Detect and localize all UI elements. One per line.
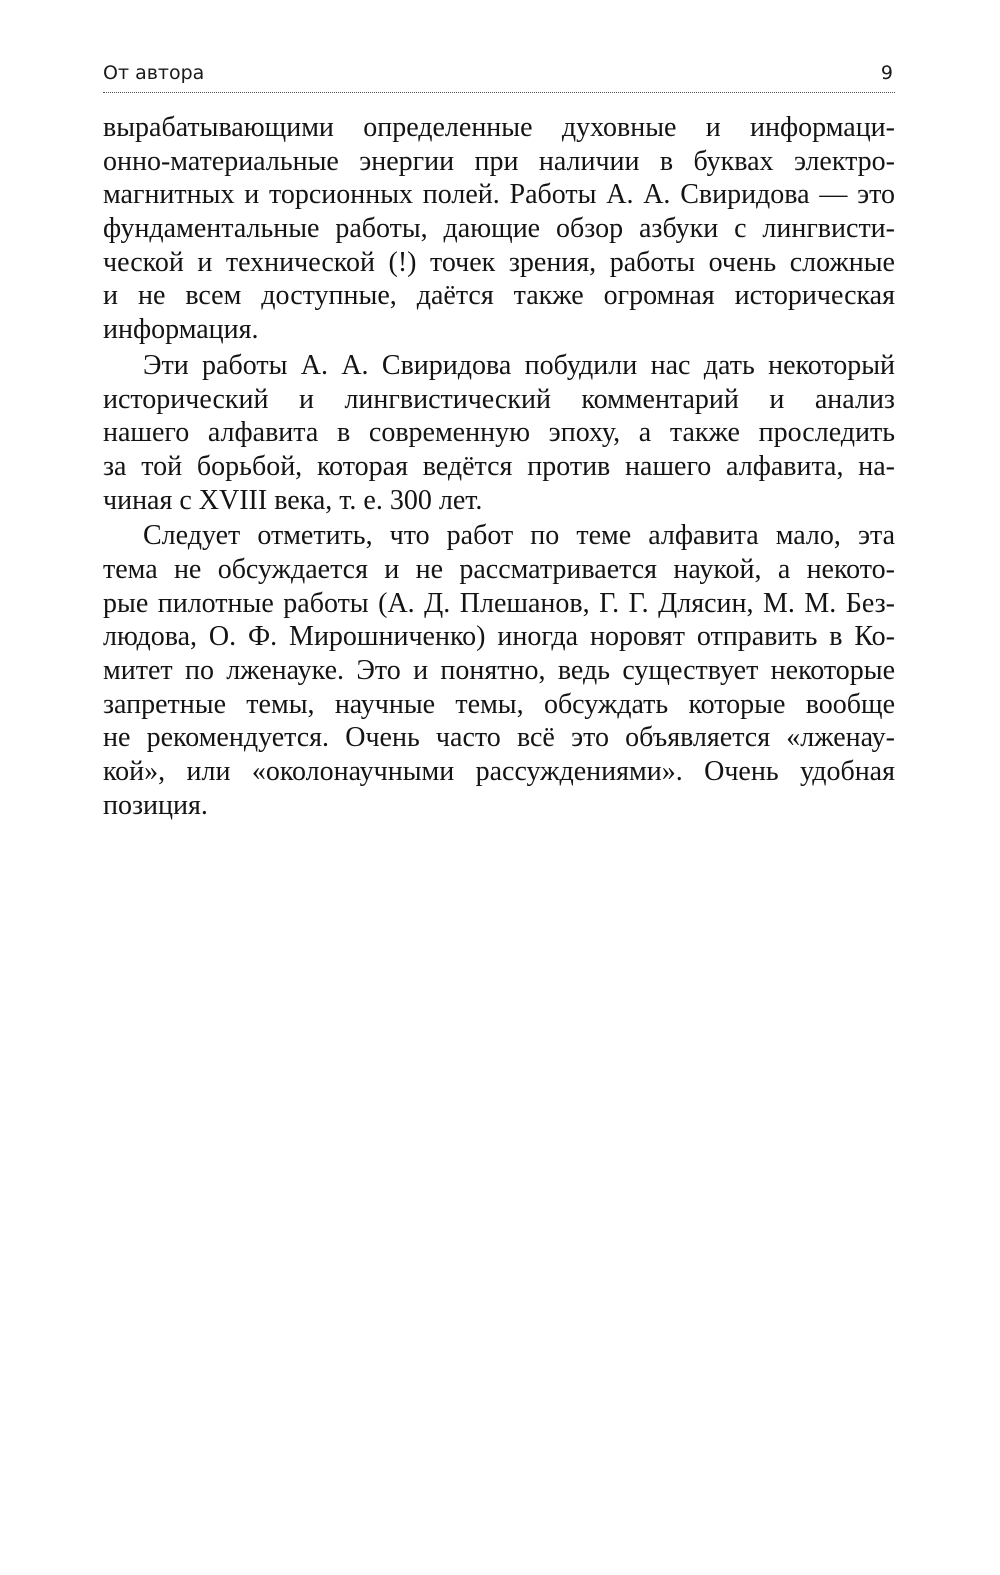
page-number: 9 bbox=[880, 62, 893, 84]
text-line: запретные темы, научные темы, обсуждать которые вообще bbox=[103, 688, 895, 720]
text-line: нашего алфавита в современную эпоху, а также проследить bbox=[103, 417, 895, 449]
text-line: вырабатывающими определенные духовные и информаци- bbox=[103, 112, 895, 143]
text-line: магнитных и торсионных полей. Работы А. А. Свиридова — это bbox=[103, 179, 895, 211]
text-line: тема не обсуждается и не рассматривается наукой, а некото- bbox=[103, 553, 895, 585]
text-line: кой», или «околонаучными рассуждениями». Очень удобная bbox=[103, 756, 895, 788]
text-line: исторический и лингвистический комментарий и анализ bbox=[103, 383, 895, 415]
text-line: людова, О. Ф. Мирошниченко) иногда норовят отправить в Ко- bbox=[103, 621, 895, 653]
text-line: Следует отметить, что работ по теме алфавита мало, эта bbox=[143, 520, 895, 552]
running-header bbox=[103, 58, 895, 93]
text-line: позиция. bbox=[103, 789, 208, 821]
paragraph-3 bbox=[103, 519, 895, 822]
paragraph-1 bbox=[103, 111, 895, 347]
text-line: онно-материальные энергии при наличии в буквах электро- bbox=[103, 145, 895, 177]
text-line: не рекомендуется. Очень часто всё это объявляется «лженау- bbox=[103, 722, 895, 754]
text-line: ческой и технической (!) точек зрения, работы очень сложные bbox=[103, 246, 895, 278]
text-line: и не всем доступные, даётся также огромная историческая bbox=[103, 280, 895, 312]
body-text bbox=[103, 111, 895, 822]
text-line: чиная с XVIII века, т. е. 300 лет. bbox=[103, 484, 483, 516]
text-line: рые пилотные работы (А. Д. Плешанов, Г. Г. Длясин, М. М. Без- bbox=[103, 587, 895, 619]
text-line: информация. bbox=[103, 314, 259, 346]
text-line: фундаментальные работы, дающие обзор азбуки с лингвисти- bbox=[103, 213, 895, 245]
section-title: От автора bbox=[103, 62, 205, 84]
text-line: митет по лженауке. Это и понятно, ведь существует некоторые bbox=[103, 655, 895, 686]
text-line: Эти работы А. А. Свиридова побудили нас дать некоторый bbox=[143, 349, 895, 381]
text-line: за той борьбой, которая ведётся против нашего алфавита, на- bbox=[103, 450, 895, 482]
paragraph-2 bbox=[103, 349, 895, 517]
